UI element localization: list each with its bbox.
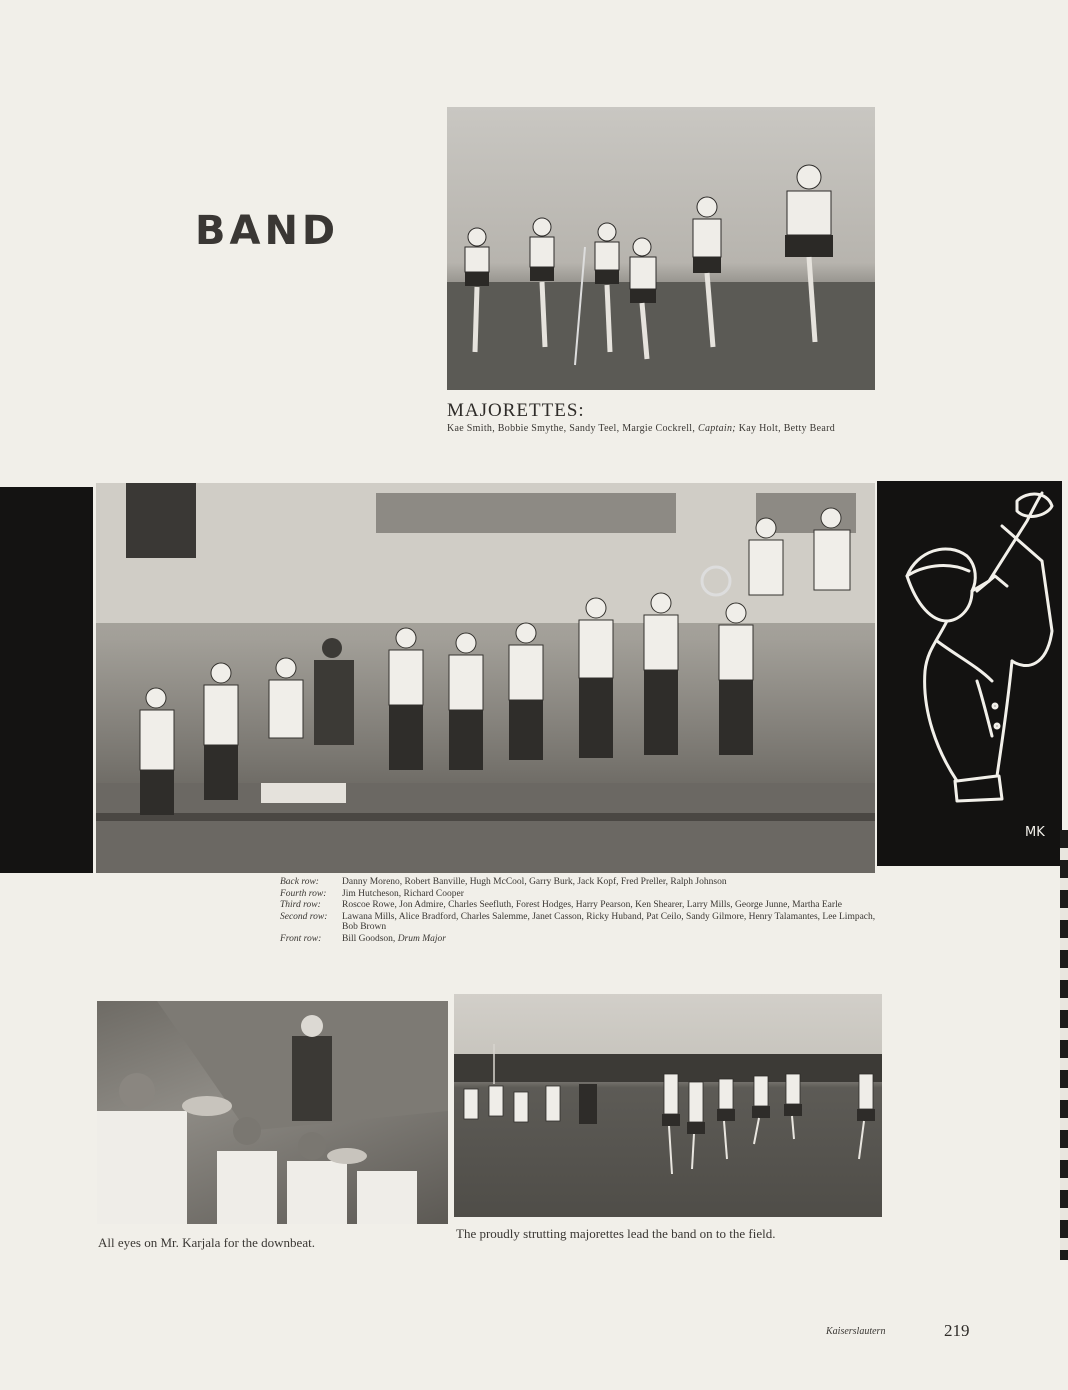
majorettes-names <box>447 424 887 434</box>
band-roster <box>280 877 885 945</box>
majorettes-lead-caption: The proudly strutting majorettes lead the band on to the field. <box>456 1226 776 1241</box>
downbeat-caption: All eyes on Mr. Karjala for the downbeat. <box>98 1235 315 1250</box>
roster-names <box>342 934 885 945</box>
publication-name: Kaiserslautern <box>826 1326 886 1337</box>
trumpeter-illustration-panel <box>877 481 1062 866</box>
left-black-bar <box>0 487 93 873</box>
page-title: BAND <box>195 208 340 254</box>
majorettes-lead-band-photo <box>454 994 882 1217</box>
majorettes-names-part-2: Kay Holt, Betty Beard <box>738 423 836 434</box>
roster-row-third <box>280 900 885 911</box>
roster-label: Fourth row: <box>280 888 327 899</box>
roster-front-role: Drum Major <box>397 933 446 944</box>
trumpeter-illustration <box>877 481 1062 866</box>
page-edge-strip <box>1060 830 1068 1260</box>
roster-front-name: Bill Goodson, <box>342 933 396 944</box>
downbeat-photo <box>97 1001 448 1224</box>
page-number: 219 <box>944 1321 970 1340</box>
roster-label: Front row: <box>280 933 322 944</box>
roster-label: Second row: <box>280 911 328 922</box>
majorettes-names-part-1: Kae Smith, Bobbie Smythe, Sandy Teel, Margie Cockrell, <box>447 423 696 434</box>
band-group-photo <box>96 483 875 873</box>
roster-label: Back row: <box>280 877 319 887</box>
roster-label: Third row: <box>280 900 321 910</box>
majorettes-heading: MAJORETTES: <box>447 400 585 421</box>
roster-names: Jim Hutcheson, Richard Cooper <box>342 888 464 899</box>
roster-row-fourth <box>280 889 885 900</box>
roster-row-front <box>280 934 885 945</box>
roster-names: Danny Moreno, Robert Banville, Hugh McCool, Garry Burk, Jack Kopf, Fred Preller, Ralph Johnson <box>342 877 727 887</box>
roster-row-back <box>280 877 885 888</box>
majorettes-photo <box>447 107 875 390</box>
majorettes-captain-label: Captain; <box>697 423 736 434</box>
roster-names: Roscoe Rowe, Jon Admire, Charles Seefluth, Forest Hodges, Harry Pearson, Ken Shearer, Larry Mills, George Junne, Martha Earle <box>342 900 842 910</box>
roster-names: Lawana Mills, Alice Bradford, Charles Salemme, Janet Casson, Ricky Huband, Pat Ceilo, Sandy Gilmore, Henry Talamantes, Lee Limpach, Bob Brown <box>342 911 876 932</box>
roster-row-second <box>280 912 885 933</box>
illustrator-initials: MK <box>1025 825 1045 840</box>
